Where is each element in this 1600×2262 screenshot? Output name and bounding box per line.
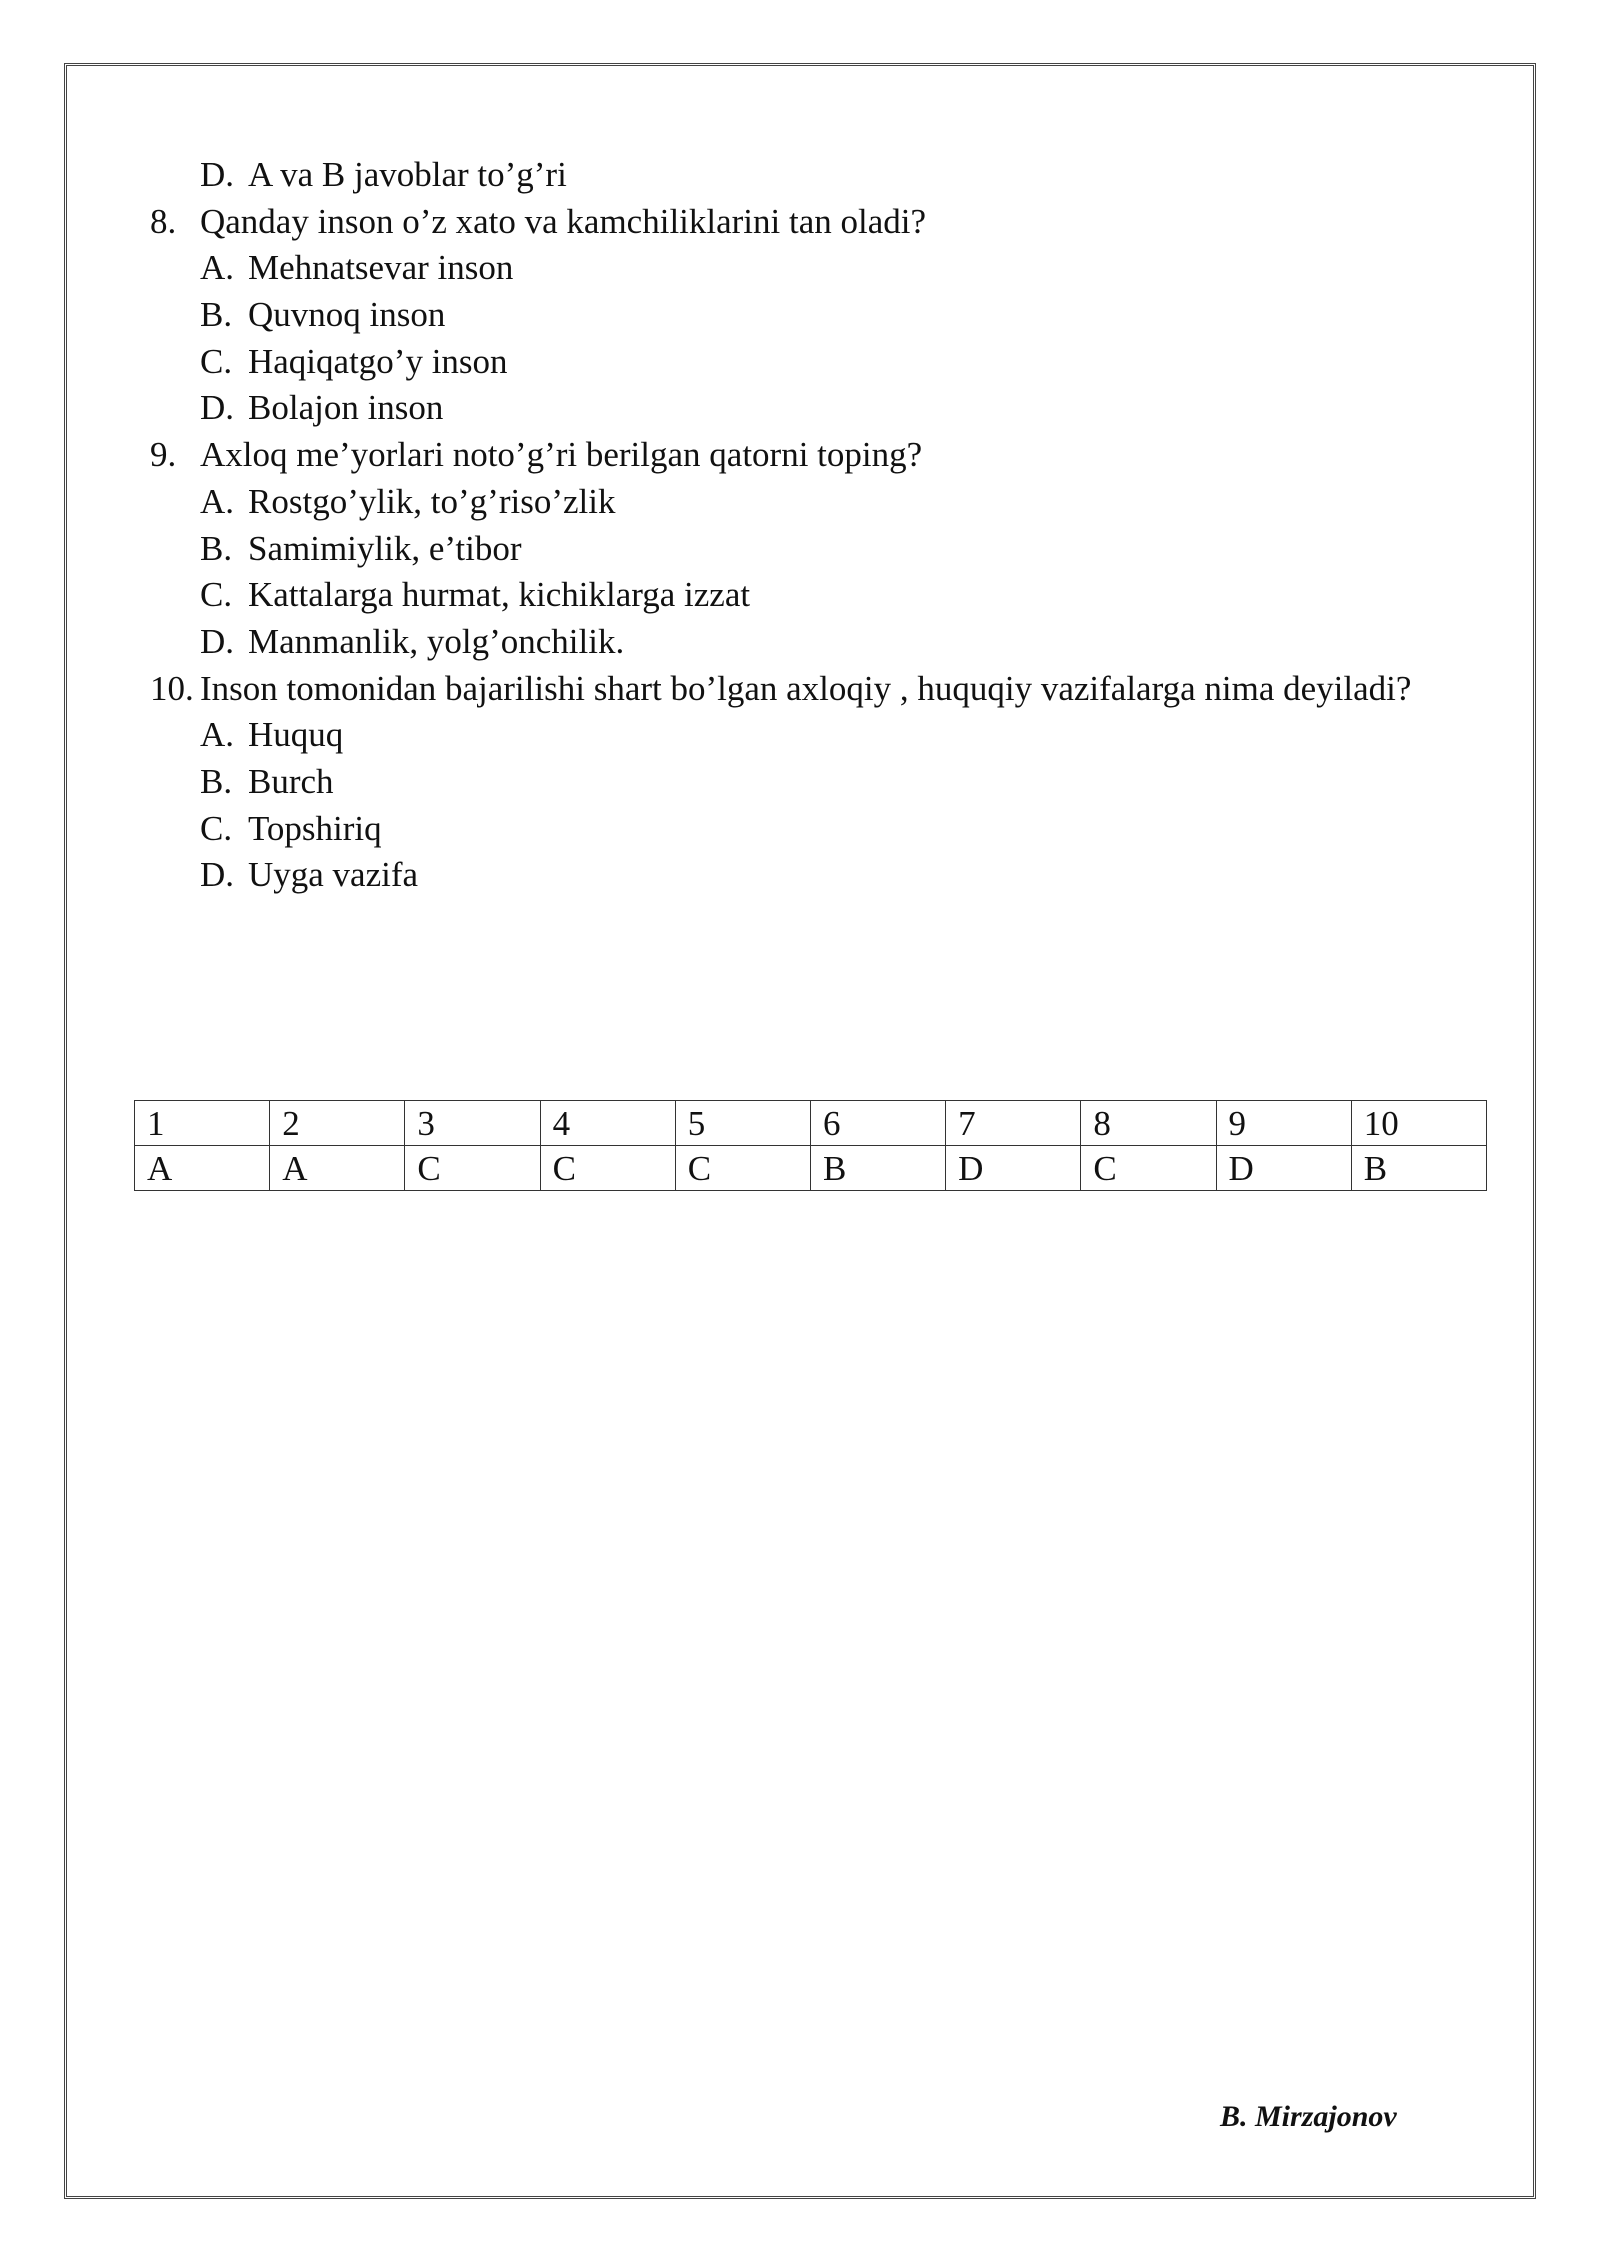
option-text: Manmanlik, yolg’onchilik. xyxy=(248,621,625,661)
author-signature: B. Mirzajonov xyxy=(1220,2100,1397,2133)
option-letter: D. xyxy=(200,388,235,428)
option-letter: C. xyxy=(200,341,233,381)
answer-key-number: 4 xyxy=(540,1101,675,1146)
answer-key-answer: B xyxy=(1351,1146,1486,1191)
option-letter: B. xyxy=(200,528,233,568)
option-line xyxy=(150,292,1490,339)
option-line xyxy=(150,759,1490,806)
answer-key-answer: C xyxy=(1081,1146,1216,1191)
answer-key-number: 6 xyxy=(810,1101,945,1146)
option-text: Quvnoq inson xyxy=(248,295,446,335)
question-text: Inson tomonidan bajarilishi shart bo’lgan axloqiy , huquqiy vazifalarga nima deyiladi? xyxy=(200,668,1412,708)
option-line xyxy=(150,806,1490,853)
question-text: Qanday inson o’z xato va kamchiliklarini tan oladi? xyxy=(200,201,927,241)
question-number: 10. xyxy=(150,668,194,708)
question-line xyxy=(150,432,1490,479)
option-letter: D. xyxy=(200,621,235,661)
option-line xyxy=(150,526,1490,573)
option-text: Samimiylik, e’tibor xyxy=(248,528,522,568)
answer-key-number: 1 xyxy=(135,1101,270,1146)
answer-key-number: 9 xyxy=(1216,1101,1351,1146)
option-text: Topshiriq xyxy=(248,808,382,848)
option-letter: B. xyxy=(200,761,233,801)
option-line xyxy=(150,619,1490,666)
answer-key-answer: A xyxy=(270,1146,405,1191)
option-letter: D. xyxy=(200,855,235,895)
option-text: Burch xyxy=(248,761,334,801)
option-letter: D. xyxy=(200,155,235,194)
answer-key-answer: B xyxy=(810,1146,945,1191)
answer-key-answer: C xyxy=(540,1146,675,1191)
option-line xyxy=(150,852,1490,899)
option-text: Bolajon inson xyxy=(248,388,444,428)
option-line xyxy=(150,339,1490,386)
question-line xyxy=(150,666,1490,713)
answer-key-number: 7 xyxy=(946,1101,1081,1146)
option-line xyxy=(150,712,1490,759)
test-questions xyxy=(150,152,1490,899)
answer-key-number: 2 xyxy=(270,1101,405,1146)
option-text: Rostgo’ylik, to’g’riso’zlik xyxy=(248,481,616,521)
answer-key-answer: D xyxy=(946,1146,1081,1191)
question-number: 8. xyxy=(150,201,177,241)
question-number: 9. xyxy=(150,435,177,475)
option-letter: A. xyxy=(200,715,235,755)
answer-key-number: 10 xyxy=(1351,1101,1486,1146)
option-text: Huquq xyxy=(248,715,344,755)
option-text: A va B javoblar to’g’ri xyxy=(248,155,567,194)
option-letter: A. xyxy=(200,248,235,288)
option-text: Mehnatsevar inson xyxy=(248,248,514,288)
answer-key-answer: C xyxy=(675,1146,810,1191)
option-text: Haqiqatgo’y inson xyxy=(248,341,508,381)
option-letter: A. xyxy=(200,481,235,521)
question-line xyxy=(150,199,1490,246)
option-line xyxy=(150,479,1490,526)
answer-key-numbers-row xyxy=(135,1101,1487,1146)
option-letter: B. xyxy=(200,295,233,335)
option-letter: C. xyxy=(200,808,233,848)
answer-key-answer: C xyxy=(405,1146,540,1191)
option-line xyxy=(150,152,1490,199)
answer-key-number: 8 xyxy=(1081,1101,1216,1146)
option-line xyxy=(150,572,1490,619)
answer-key-answer: D xyxy=(1216,1146,1351,1191)
answer-key-answers-row xyxy=(135,1146,1487,1191)
answer-key-number: 3 xyxy=(405,1101,540,1146)
answer-key-table xyxy=(134,1100,1487,1191)
option-line xyxy=(150,385,1490,432)
question-text: Axloq me’yorlari noto’g’ri berilgan qatorni toping? xyxy=(200,435,923,475)
answer-key-answer: A xyxy=(135,1146,270,1191)
option-text: Kattalarga hurmat, kichiklarga izzat xyxy=(248,575,751,615)
option-text: Uyga vazifa xyxy=(248,855,419,895)
option-letter: C. xyxy=(200,575,233,615)
answer-key-number: 5 xyxy=(675,1101,810,1146)
option-line xyxy=(150,245,1490,292)
